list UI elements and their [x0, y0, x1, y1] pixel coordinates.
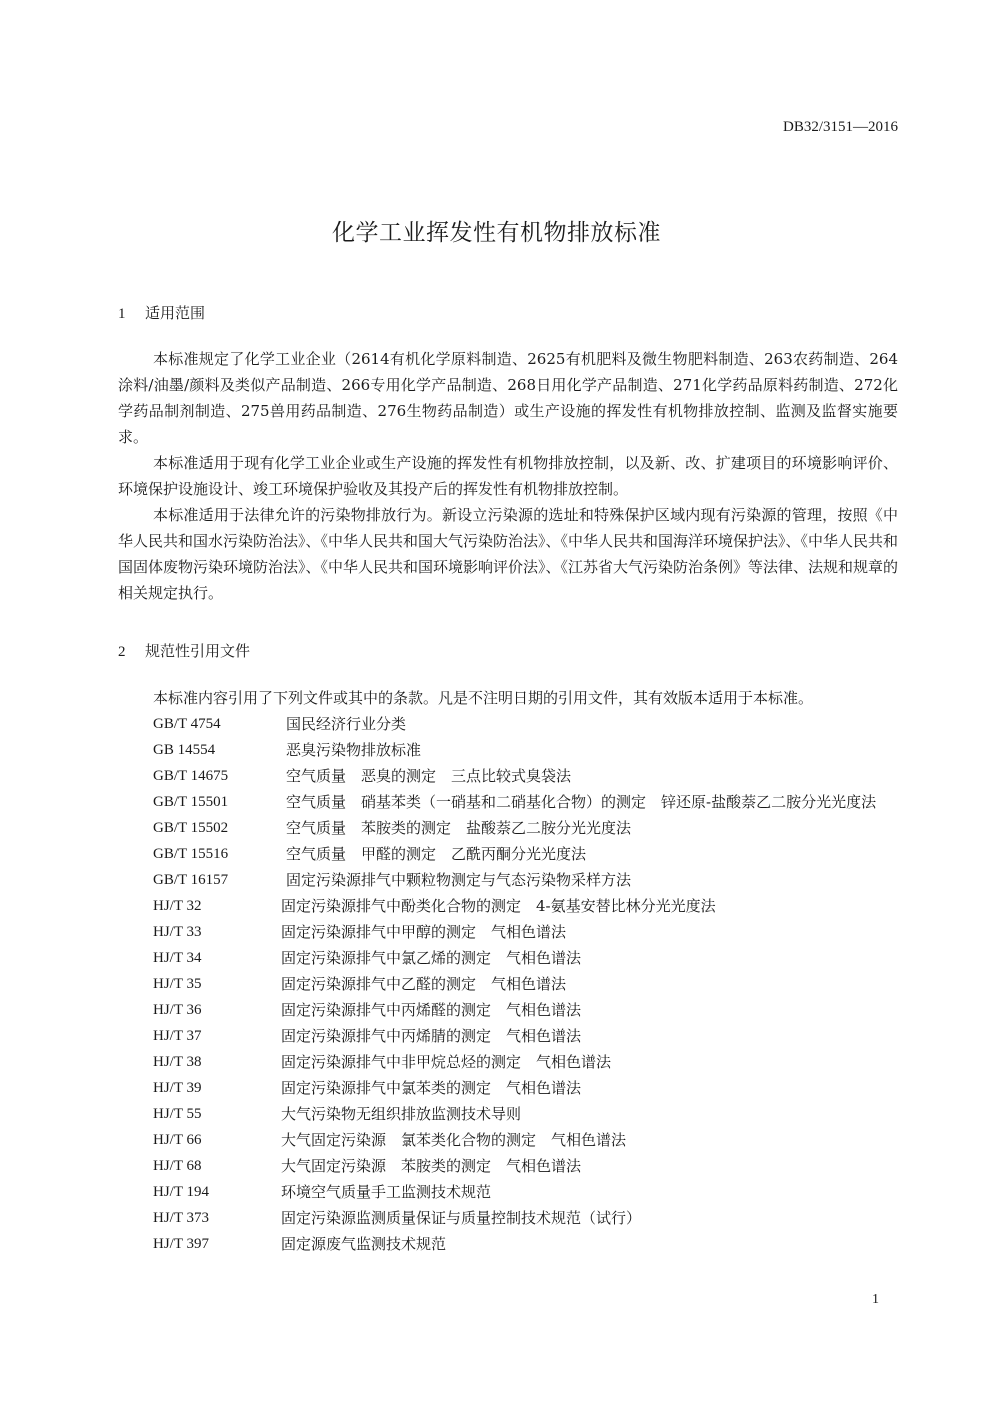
reference-code: HJ/T 34: [153, 950, 202, 966]
reference-item: [153, 1153, 898, 1179]
reference-title: 固定污染源排气中丙烯醛的测定 气相色谱法: [281, 1001, 582, 1019]
section-2-title: 规范性引用文件: [145, 642, 251, 660]
section-1-heading: [118, 302, 205, 323]
document-code: DB32/3151—2016: [782, 119, 898, 135]
reference-code: GB/T 4754: [153, 716, 221, 732]
section-1-body: [118, 346, 898, 606]
section-2-number: 2: [118, 644, 126, 660]
reference-code: HJ/T 55: [153, 1106, 202, 1122]
reference-title: 固定污染源排气中非甲烷总烃的测定 气相色谱法: [281, 1053, 612, 1071]
reference-list: [153, 711, 898, 1257]
reference-title: 固定源废气监测技术规范: [281, 1235, 447, 1253]
reference-title: 大气固定污染源 苯胺类的测定 气相色谱法: [281, 1157, 582, 1175]
paragraph: 本标准规定了化学工业企业（2614有机化学原料制造、2625有机肥料及微生物肥料制造、263农药制造、264涂料/油墨/颜料及类似产品制造、266专用化学产品制造、268日用化学产品制造、271化学药品原料药制造、272化学药品制剂制造、275兽用药品制造、276生物药品制造）或生产设施的挥发性有机物排放控制、监测及监督实施要求。: [118, 350, 898, 446]
reference-item: [153, 841, 898, 867]
reference-code: HJ/T 35: [153, 976, 202, 992]
reference-code: GB/T 15501: [153, 794, 229, 810]
reference-title: 空气质量 甲醛的测定 乙酰丙酮分光光度法: [286, 845, 587, 863]
reference-title: 大气固定污染源 氯苯类化合物的测定 气相色谱法: [281, 1131, 627, 1149]
reference-item: [153, 1049, 898, 1075]
page-number: 1: [872, 1292, 879, 1307]
paragraph: 本标准适用于法律允许的污染物排放行为。新设立污染源的选址和特殊保护区域内现有污染源的管理，按照《中华人民共和国水污染防治法》、《中华人民共和国大气污染防治法》、《中华人民共和国海洋环境保护法》、《中华人民共和国固体废物污染环境防治法》、《中华人民共和国环境影响评价法》、《江苏省大气污染防治条例》等法律、法规和规章的相关规定执行。: [118, 506, 899, 602]
reference-item: [153, 711, 898, 737]
reference-title: 空气质量 硝基苯类（一硝基和二硝基化合物）的测定 锌还原-盐酸萘乙二胺分光光度法: [286, 793, 877, 811]
reference-title: 固定污染源排气中酚类化合物的测定 4-氨基安替比林分光光度法: [281, 897, 716, 915]
reference-item: [153, 1179, 898, 1205]
reference-code: HJ/T 36: [153, 1002, 202, 1018]
document-title: 化学工业挥发性有机物排放标准: [332, 220, 661, 246]
reference-title: 空气质量 苯胺类的测定 盐酸萘乙二胺分光光度法: [286, 819, 632, 837]
reference-title: 国民经济行业分类: [286, 715, 407, 733]
paragraph: 本标准适用于现有化学工业企业或生产设施的挥发性有机物排放控制，以及新、改、扩建项目的环境影响评价、环境保护设施设计、竣工环境保护验收及其投产后的挥发性有机物排放控制。: [118, 454, 898, 498]
reference-item: [153, 737, 898, 763]
reference-title: 恶臭污染物排放标准: [286, 741, 422, 759]
reference-item: [153, 945, 898, 971]
reference-item: [153, 1205, 898, 1231]
reference-title: 空气质量 恶臭的测定 三点比较式臭袋法: [286, 767, 572, 785]
reference-code: GB 14554: [153, 742, 216, 758]
section-1-number: 1: [118, 306, 126, 322]
section-2-intro: [153, 685, 903, 711]
reference-title: 大气污染物无组织排放监测技术导则: [281, 1105, 522, 1123]
reference-code: GB/T 14675: [153, 768, 229, 784]
reference-code: HJ/T 39: [153, 1080, 202, 1096]
section-2-heading: [118, 640, 250, 661]
reference-code: GB/T 16157: [153, 872, 229, 888]
reference-item: [153, 919, 898, 945]
reference-code: HJ/T 68: [153, 1158, 202, 1174]
reference-title: 固定污染源排气中氯乙烯的测定 气相色谱法: [281, 949, 582, 967]
reference-code: HJ/T 66: [153, 1132, 202, 1148]
reference-title: 固定污染源排气中甲醇的测定 气相色谱法: [281, 923, 567, 941]
reference-title: 固定污染源排气中颗粒物测定与气态污染物采样方法: [286, 871, 632, 889]
reference-code: GB/T 15516: [153, 846, 229, 862]
reference-item: [153, 893, 898, 919]
section-1-title: 适用范围: [145, 304, 206, 322]
reference-item: [153, 867, 898, 893]
reference-item: [153, 971, 898, 997]
reference-item: [153, 997, 898, 1023]
reference-item: [153, 1127, 898, 1153]
reference-code: HJ/T 37: [153, 1028, 202, 1044]
reference-title: 环境空气质量手工监测技术规范: [281, 1183, 492, 1201]
reference-code: HJ/T 33: [153, 924, 202, 940]
reference-item: [153, 763, 898, 789]
reference-item: [153, 1101, 898, 1127]
reference-code: HJ/T 194: [153, 1184, 209, 1200]
reference-item: [153, 1075, 898, 1101]
reference-item: [153, 789, 898, 815]
reference-title: 固定污染源排气中丙烯腈的测定 气相色谱法: [281, 1027, 582, 1045]
reference-code: HJ/T 397: [153, 1236, 209, 1252]
reference-item: [153, 815, 898, 841]
reference-code: HJ/T 38: [153, 1054, 202, 1070]
intro-text: 本标准内容引用了下列文件或其中的条款。凡是不注明日期的引用文件，其有效版本适用于本标准。: [153, 689, 814, 707]
reference-code: HJ/T 373: [153, 1210, 209, 1226]
reference-title: 固定污染源监测质量保证与质量控制技术规范（试行）: [281, 1209, 642, 1227]
reference-item: [153, 1231, 898, 1257]
reference-code: HJ/T 32: [153, 898, 202, 914]
reference-item: [153, 1023, 898, 1049]
reference-title: 固定污染源排气中乙醛的测定 气相色谱法: [281, 975, 567, 993]
reference-code: GB/T 15502: [153, 820, 229, 836]
reference-title: 固定污染源排气中氯苯类的测定 气相色谱法: [281, 1079, 582, 1097]
